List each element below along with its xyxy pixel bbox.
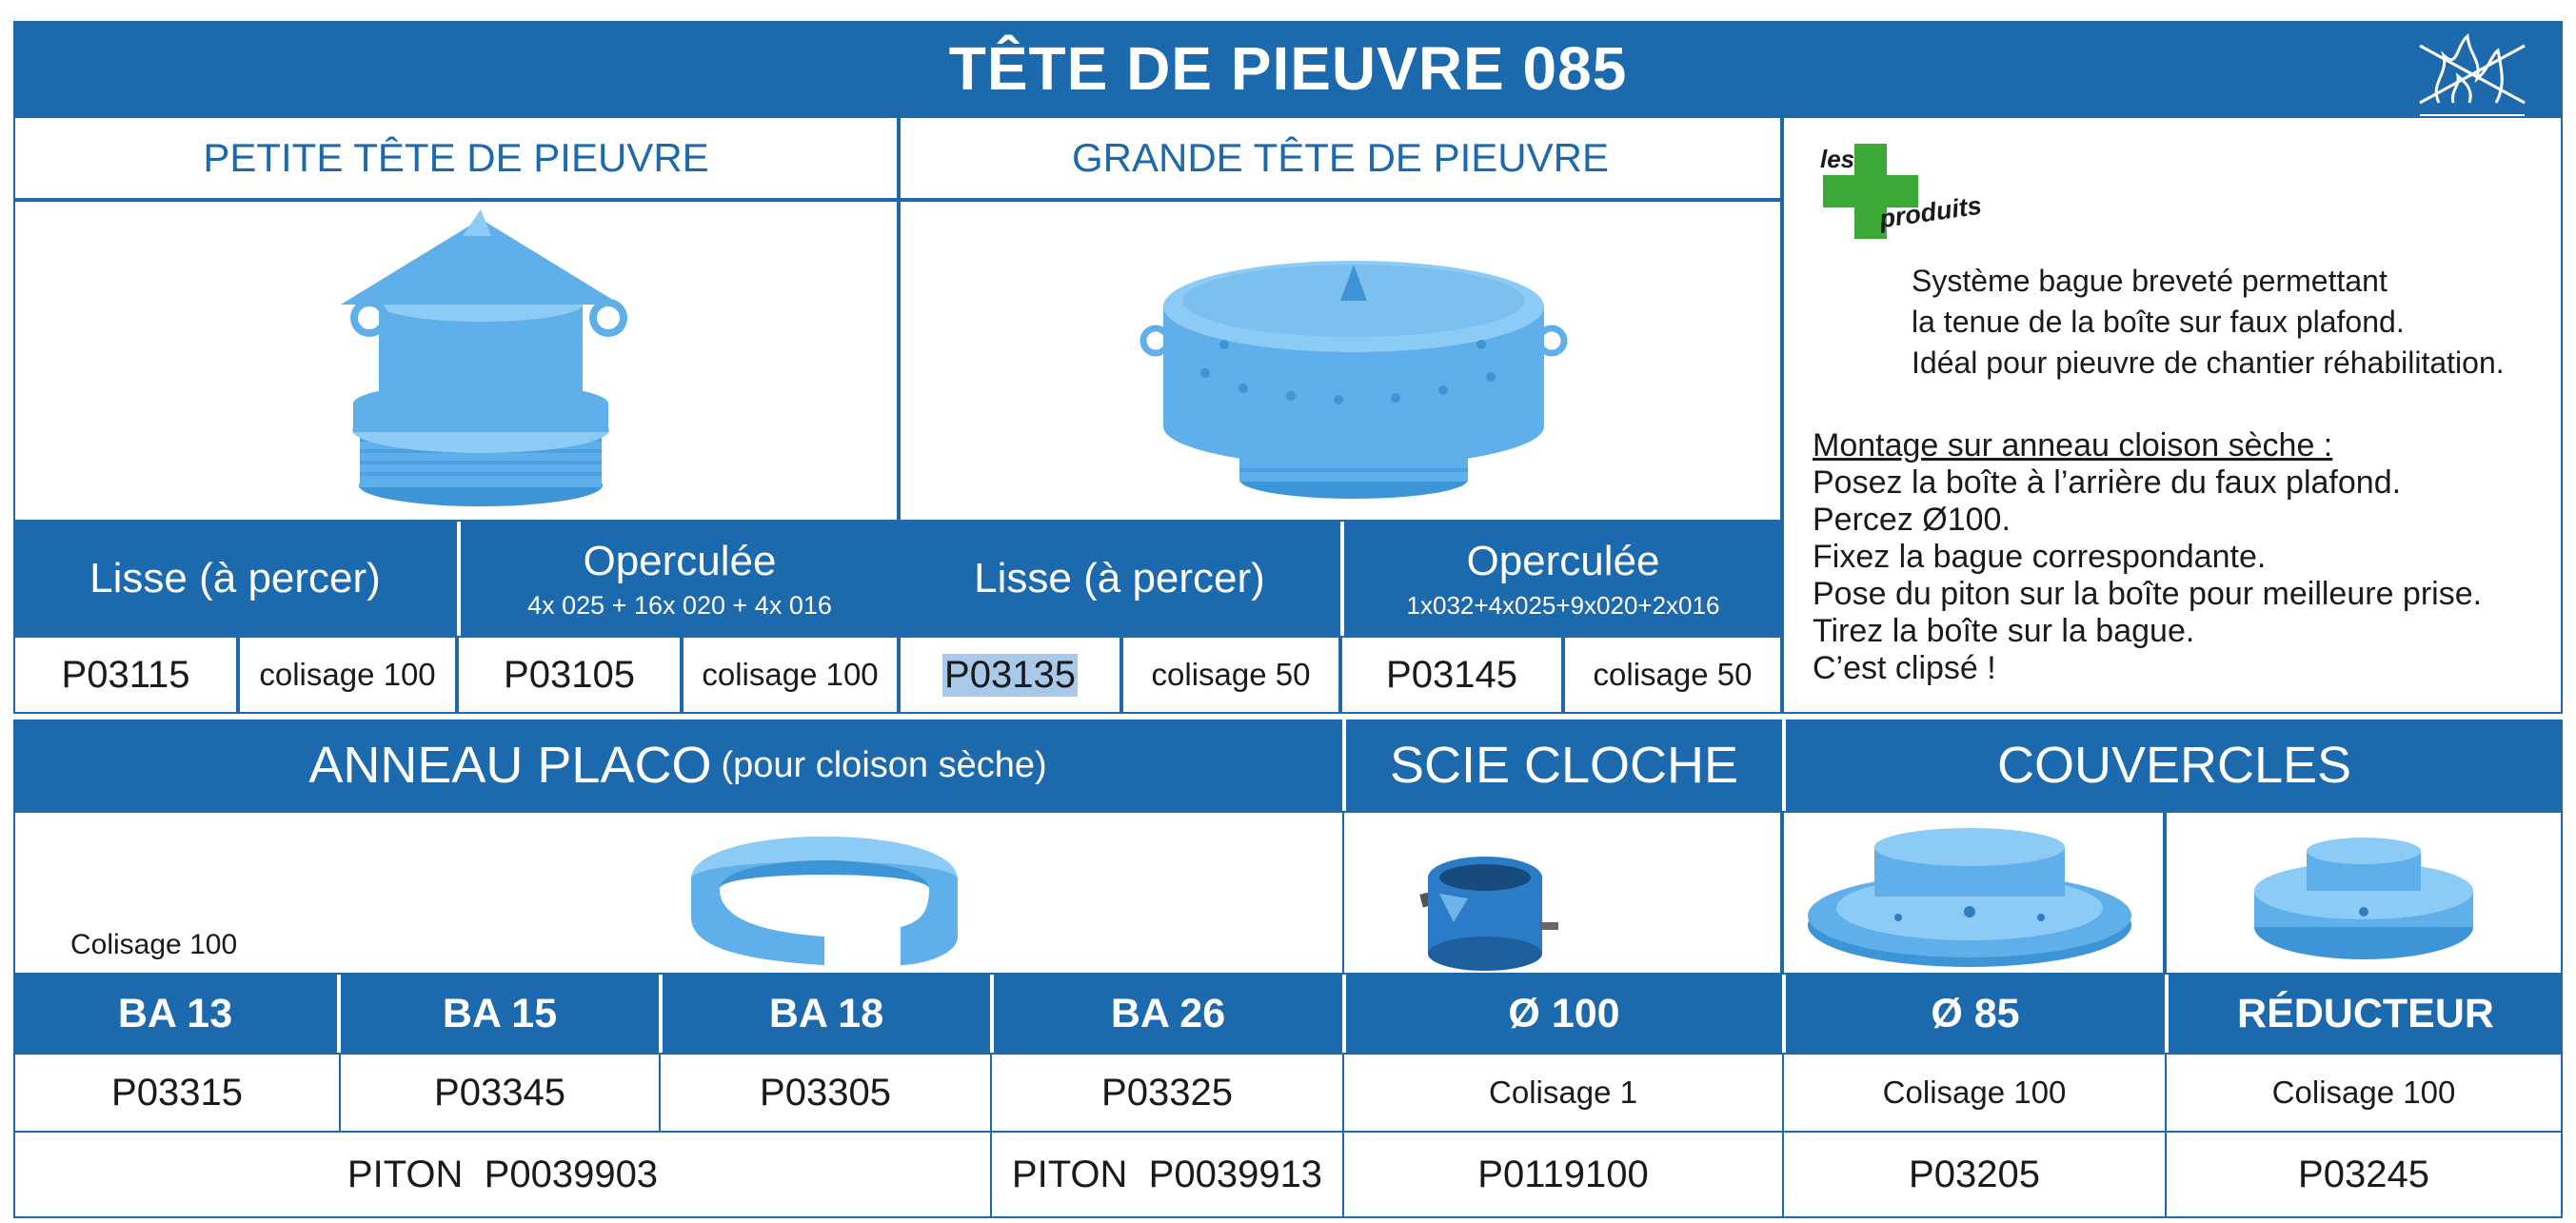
reducteur-code: P03245 — [2165, 1131, 2563, 1218]
petite-lisse-header: Lisse (à percer) — [13, 522, 457, 636]
grande-lisse-header: Lisse (à percer) — [899, 522, 1340, 636]
grande-opercule-pack: colisage 50 — [1563, 636, 1782, 714]
couvercle-85-image — [1784, 813, 2163, 973]
couvercle-85-image-cell — [1782, 811, 2165, 975]
grande-lisse-code: P03135 — [899, 636, 1121, 714]
scie-cloche-image — [1344, 813, 1780, 973]
anneau-col-ba18: BA 18 — [663, 975, 990, 1053]
scie-image-cell — [1342, 811, 1782, 975]
piton-2-cell: PITON P0039913 — [990, 1131, 1344, 1218]
grande-opercule-header: Operculée 1x032+4x025+9x020+2x016 — [1344, 522, 1782, 636]
anneau-header: ANNEAU PLACO (pour cloison sèche) — [13, 720, 1342, 811]
anneau-placo-image — [672, 813, 996, 973]
scie-header: SCIE CLOCHE — [1346, 720, 1782, 811]
grande-opercule-code: P03145 — [1340, 636, 1563, 714]
couvercle-85-code: P03205 — [1782, 1131, 2167, 1218]
title-band — [13, 21, 2563, 116]
montage-text: Montage sur anneau cloison sèche : Posez la boîte à l’arrière du faux plafond. Percez Ø100. Fixez la bague correspondante. Pose du piton sur la boîte pour meilleure prise. Tirez la boîte sur la bague. C’est clipsé ! — [1813, 427, 2483, 686]
scie-colisage: Colisage 1 — [1342, 1053, 1784, 1133]
les-produits-badge: les produits — [1818, 139, 2028, 244]
scie-code: P0119100 — [1342, 1131, 1784, 1218]
piton-1-cell: PITON P0039903 — [13, 1131, 992, 1218]
petite-image-cell — [13, 200, 899, 522]
couvercles-header: COUVERCLES — [1786, 720, 2563, 811]
grande-tete-image — [901, 202, 1780, 520]
petite-opercule-code: P03105 — [457, 636, 682, 714]
reducteur-image — [2167, 813, 2561, 973]
petite-tete-image — [15, 202, 897, 520]
reducteur-image-cell — [2165, 811, 2563, 975]
anneau-col-ba15: BA 15 — [341, 975, 659, 1053]
petite-header: PETITE TÊTE DE PIEUVRE — [13, 116, 899, 200]
petite-opercule-header: Operculée 4x 025 + 16x 020 + 4x 016 — [461, 522, 899, 636]
petite-opercule-pack: colisage 100 — [682, 636, 899, 714]
scie-col-label: Ø 100 — [1346, 975, 1782, 1053]
couvercle-col-reducteur: RÉDUCTEUR — [2169, 975, 2563, 1053]
anneau-code-ba26: P03325 — [990, 1053, 1344, 1133]
anneau-code-ba13: P03315 — [13, 1053, 341, 1133]
petite-lisse-pack: colisage 100 — [238, 636, 457, 714]
grande-header: GRANDE TÊTE DE PIEUVRE — [899, 116, 1782, 200]
grande-lisse-pack: colisage 50 — [1121, 636, 1340, 714]
petite-lisse-code: P03115 — [13, 636, 238, 714]
anneau-col-ba13: BA 13 — [13, 975, 337, 1053]
couvercle-col-85: Ø 85 — [1786, 975, 2165, 1053]
intro-text: Système bague breveté permettant la tenue de la boîte sur faux plafond. Idéal pour pieuvre de chantier réhabilitation. — [1912, 264, 2505, 380]
anneau-code-ba15: P03345 — [339, 1053, 661, 1133]
anneau-code-ba18: P03305 — [659, 1053, 992, 1133]
fire-icon — [2410, 27, 2534, 114]
les-produits-panel — [1782, 116, 2563, 714]
reducteur-colisage: Colisage 100 — [2165, 1053, 2563, 1133]
couvercle-85-colisage: Colisage 100 — [1782, 1053, 2167, 1133]
anneau-image-cell: Colisage 100 — [13, 811, 1344, 975]
page-title: TÊTE DE PIEUVRE 085 — [948, 34, 1628, 103]
anneau-col-ba26: BA 26 — [994, 975, 1342, 1053]
grande-image-cell — [899, 200, 1782, 522]
